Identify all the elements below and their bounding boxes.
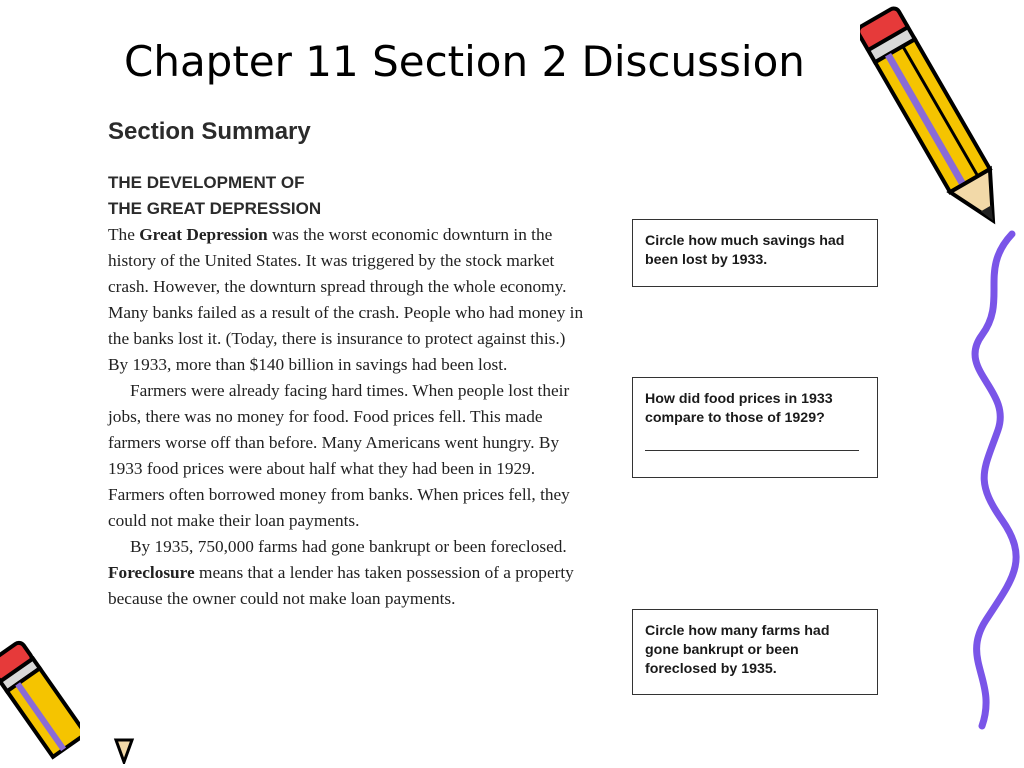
paragraph-3-lead: By 1935, 750,000 farms had gone bankrupt or been foreclosed. [130, 537, 567, 556]
answer-line[interactable] [645, 450, 859, 451]
section-summary-label: Section Summary [108, 118, 311, 145]
squiggle-line [968, 230, 1024, 730]
side-note-food-prices [632, 377, 878, 478]
term-great-depression: Great Depression [139, 225, 268, 244]
pencil-icon [0, 640, 80, 768]
term-foreclosure: Foreclosure [108, 563, 195, 582]
paragraph-1 [108, 222, 586, 378]
pencil-tip-icon [112, 736, 136, 764]
paragraph-1-lead: The [108, 225, 140, 244]
summary-body [108, 222, 586, 612]
paragraph-1-rest: was the worst economic downturn in the history of the United States. It was triggered by the stock market crash. However, the downturn spread through the whole economy. Many banks failed as a result of the crash. People who had money in the banks lost it. (Today, there is insurance to protect against this.) By 1933, more than $140 billion in savings had been lost. [108, 225, 584, 374]
paragraph-2: Farmers were already facing hard times. When people lost their jobs, there was no money for food. Food prices fell. This made farmers worse off than before. Many Americans went hungry. By 1933 food prices were about half what they had been in 1929. Farmers often borrowed money from banks. When prices fell, they could not make their loan payments. [108, 381, 570, 530]
section-heading [108, 170, 321, 222]
pencil-icon [860, 0, 1010, 250]
section-heading-line-2: THE GREAT DEPRESSION [108, 199, 322, 218]
side-note-farms-text: Circle how many farms had gone bankrupt or been foreclosed by 1935. [645, 623, 830, 677]
paragraph-3 [108, 534, 586, 612]
side-note-savings-text: Circle how much savings had been lost by 1933. [645, 233, 845, 268]
side-note-savings [632, 219, 878, 287]
section-heading-line-1: THE DEVELOPMENT OF [108, 173, 305, 192]
paragraph-3-rest: means that a lender has taken possession of a property because the owner could not make loan payments. [108, 563, 574, 608]
side-note-farms [632, 609, 878, 695]
side-note-food-prices-text: How did food prices in 1933 compare to those of 1929? [645, 391, 833, 426]
slide-title: Chapter 11 Section 2 Discussion [124, 37, 805, 86]
